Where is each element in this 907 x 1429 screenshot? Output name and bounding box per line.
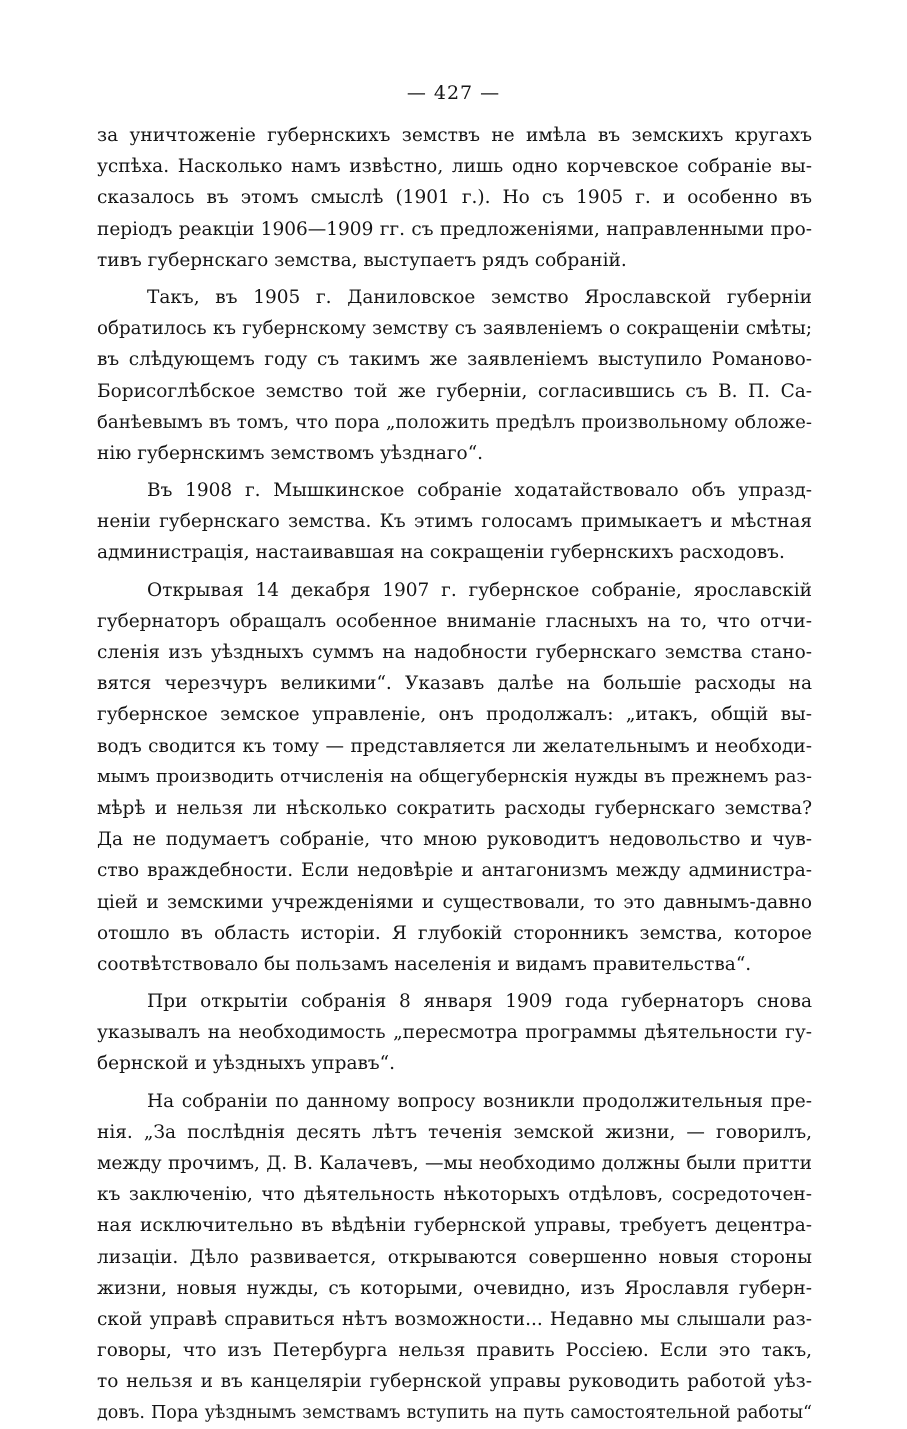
text-line: то нельзя и въ канцеляріи губернской управы руководить работой уѣз-	[97, 1371, 812, 1393]
text-line: Открывая 14 декабря 1907 г. губернское собраніе, ярославскій	[147, 579, 812, 601]
paragraph	[97, 1086, 812, 1429]
text-line: успѣха. Насколько намъ извѣстно, лишь одно корчевское собраніе вы-	[97, 156, 812, 178]
text-line: сказалось въ этомъ смыслѣ (1901 г.). Но съ 1905 г. и особенно въ	[97, 187, 812, 209]
text-line: отошло въ область исторіи. Я глубокій сторонникъ земства, которое	[97, 922, 812, 944]
page-number: — 427 —	[406, 82, 501, 104]
text-line: водъ сводится къ тому — представляется ли желательнымъ и необходи-	[97, 735, 812, 757]
text-line: въ слѣдующемъ году съ такимъ же заявленіемъ выступило Романово-	[97, 349, 812, 371]
text-line: соотвѣтствовало бы пользамъ населенія и видамъ правительства“.	[97, 953, 752, 975]
paragraph	[97, 475, 812, 569]
text-line: лизаціи. Дѣло развивается, открываются совершенно новыя стороны	[97, 1246, 812, 1268]
text-line: Въ 1908 г. Мышкинское собраніе ходатайствовало объ упразд-	[147, 480, 812, 502]
text-line: къ заключенію, что дѣятельность нѣкоторыхъ отдѣловъ, сосредоточен-	[97, 1184, 812, 1206]
text-line: періодъ реакціи 1906—1909 гг. съ предложеніями, направленными про-	[97, 218, 812, 240]
paragraph	[97, 986, 812, 1080]
text-line: губернаторъ обращалъ особенное вниманіе гласныхъ на то, что отчи-	[97, 610, 812, 632]
text-line: администрація, настаивавшая на сокращеніи губернскихъ расходовъ.	[97, 542, 785, 564]
text-line: банѣевымъ въ томъ, что пора „положить предѣлъ произвольному обложе-	[97, 411, 812, 433]
text-line: ство враждебности. Если недовѣріе и антагонизмъ между администра-	[97, 860, 812, 882]
text-line: ціей и земскими учрежденіями и существовали, то это давнымъ-давно	[97, 891, 812, 913]
text-line: тивъ губернскаго земства, выступаетъ рядъ собраній.	[97, 249, 627, 271]
text-line: Такъ, въ 1905 г. Даниловское земство Ярославской губерніи	[147, 286, 812, 308]
paragraph	[97, 120, 812, 276]
text-line: вятся черезчуръ великими“. Указавъ далѣе на большіе расходы на	[97, 673, 812, 695]
text-line: обратилось къ губернскому земству съ заявленіемъ о сокращеніи смѣты;	[97, 318, 812, 340]
text-line: мымъ производить отчисленія на общегубернскія нужды въ прежнемъ раз-	[97, 766, 812, 787]
text-line: При открытіи собранія 8 января 1909 года губернаторъ снова	[147, 991, 812, 1013]
text-line: за уничтоженіе губернскихъ земствъ не имѣла въ земскихъ кругахъ	[97, 125, 812, 146]
text-line: указывалъ на необходимость „пересмотра программы дѣятельности гу-	[97, 1022, 812, 1044]
text-line: мѣрѣ и нельзя ли нѣсколько сократить расходы губернскаго земства?	[97, 797, 812, 819]
text-line: губернское земское управленіе, онъ продолжалъ: „итакъ, общій вы-	[97, 704, 812, 726]
paragraph	[97, 282, 812, 469]
paragraph	[97, 575, 812, 980]
body-text	[97, 120, 812, 1429]
text-line: неніи губернскаго земства. Къ этимъ голосамъ примыкаетъ и мѣстная	[97, 511, 812, 533]
text-line: На собраніи по данному вопросу возникли продолжительныя пре-	[147, 1090, 812, 1112]
text-line: нія. „За послѣднія десять лѣтъ теченія земской жизни, — говорилъ,	[97, 1121, 812, 1143]
text-line: жизни, новыя нужды, съ которыми, очевидно, изъ Ярославля губерн-	[97, 1277, 812, 1299]
text-line: Борисоглѣбское земство той же губерніи, согласившись съ В. П. Са-	[97, 380, 812, 402]
text-line: довъ. Пора уѣзднымъ земствамъ вступить на путь самостоятельной работы“	[97, 1402, 812, 1423]
text-line: бернской и уѣздныхъ управъ“.	[97, 1053, 396, 1075]
text-line: нію губернскимъ земствомъ уѣзднаго“.	[97, 442, 484, 464]
text-line: ской управѣ справиться нѣтъ возможности... Недавно мы слышали раз-	[97, 1308, 812, 1330]
text-line: говоры, что изъ Петербурга нельзя править Россіею. Если это такъ,	[97, 1340, 812, 1362]
text-line: ная исключительно въ вѣдѣніи губернской управы, требуетъ децентра-	[97, 1215, 812, 1237]
text-line: Да не подумаетъ собраніе, что мною руководитъ недовольство и чув-	[97, 829, 812, 851]
text-line: сленія изъ уѣздныхъ суммъ на надобности губернскаго земства стано-	[97, 642, 812, 663]
text-line: между прочимъ, Д. В. Калачевъ, —мы необходимо должны были притти	[97, 1153, 812, 1174]
